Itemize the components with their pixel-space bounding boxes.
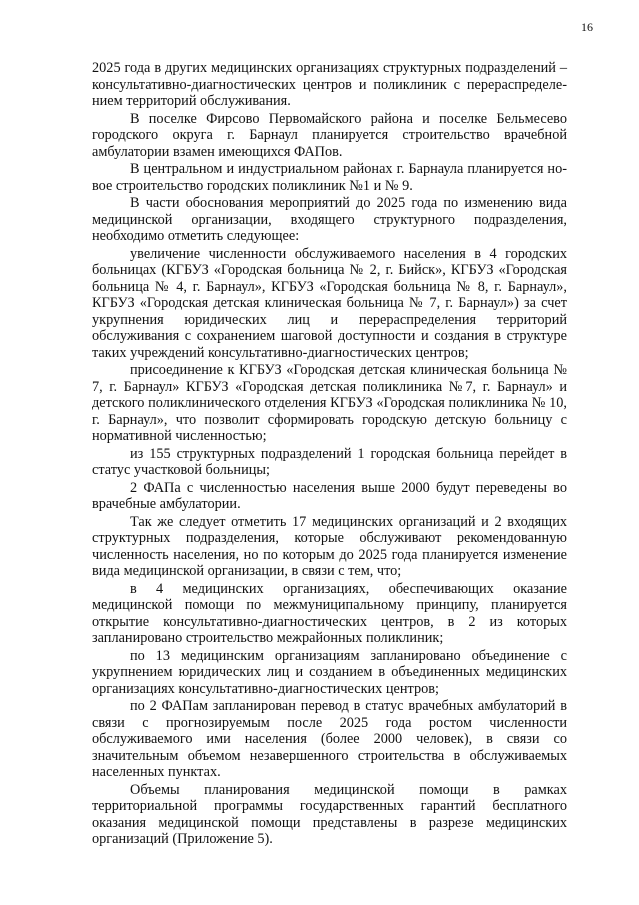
paragraph-17-organizations: Так же следует отметить 17 медицинских организаций и 2 входящих структурных подразделения, которые обслуживают рекомендованную численность населения, но по которым до 2025 года планируется изменение вида медицинской организации, в связи с тем, что; <box>92 513 567 579</box>
document-body <box>92 60 567 849</box>
list-item-merge-childrens-hospital: присоединение к КГБУЗ «Городская детская клиническая больница № 7, г. Барнаул» КГБУЗ «Городская детская поликлиника №7, г. Барнаул» и детского поликлинического отделения КГБУЗ «Городская поликлиника № 10, г. Барнаул», что позволит сформировать городскую детскую больницу с нормативной численностью; <box>92 362 567 444</box>
list-item-fap-conversion: 2 ФАПа с численностью населения выше 2000 будут переведены во врачебные амбулатории. <box>92 479 567 512</box>
list-item-2-faps: по 2 ФАПам запланирован перевод в статус врачебных амбулаторий в связи с прогнозируемым после 2025 года ростом численности обслуживаемого ими населения (более 2000 человек), в связи со значительным объемом незавершенного строительства в обслуживаемых населенных пунктах. <box>92 698 567 780</box>
page-number: 16 <box>581 20 593 34</box>
paragraph-barnaul-polyclinics: В центральном и индустриальном районах г. Барнаула планируется новое строительство городских поликлиник №1 и № 9. <box>92 161 567 194</box>
paragraph-continuation: 2025 года в других медицинских организациях структурных подразделений – консультативно-диагностических центров и поликлиник с перераспределением территорий обслуживания. <box>92 60 567 109</box>
paragraph-planning-volumes: Объемы планирования медицинской помощи в рамках территориальной программы государственных гарантий бесплатного оказания медицинской помощи представлены в разрезе медицинских организаций (Приложение 5). <box>92 781 567 847</box>
paragraph-firsovo-ambulatory: В поселке Фирсово Первомайского района и поселке Бельмесево городского округа г. Барнаул планируется строительство врачебной амбулатории взамен имеющихся ФАПов. <box>92 110 567 160</box>
paragraph-justification-intro: В части обоснования мероприятий до 2025 года по изменению вида медицинской организации, входящего структурного подразделения, необходимо отметить следующее: <box>92 195 567 244</box>
list-item-diagnostic-centers: в 4 медицинских организациях, обеспечивающих оказание медицинской помощи по межмуниципальному принципу, планируется открытие консультативно-диагностических центров, в 2 из которых запланировано строительство межрайонных поликлиник; <box>92 580 567 646</box>
list-item-population-increase: увеличение численности обслуживаемого населения в 4 городских больницах (КГБУЗ «Городская больница № 2, г. Бийск», КГБУЗ «Городская больница № 4, г. Барнаул», КГБУЗ «Городская больница № 8, г. Барнаул», КГБУЗ «Городская детская клиническая больница № 7, г. Барнаул») за счет укрупнения юридических лиц и перераспределения территорий обслуживания с сохранением шаговой доступности и создания в структуре таких учреждений консультативно-диагностических центров; <box>92 245 567 361</box>
list-item-district-hospital: из 155 структурных подразделений 1 городская больница перейдет в статус участковой больницы; <box>92 445 567 478</box>
list-item-13-organizations: по 13 медицинским организациям запланировано объединение с укрупнением юридических лиц и созданием в объединенных медицинских организациях консультативно-диагностических центров; <box>92 647 567 697</box>
